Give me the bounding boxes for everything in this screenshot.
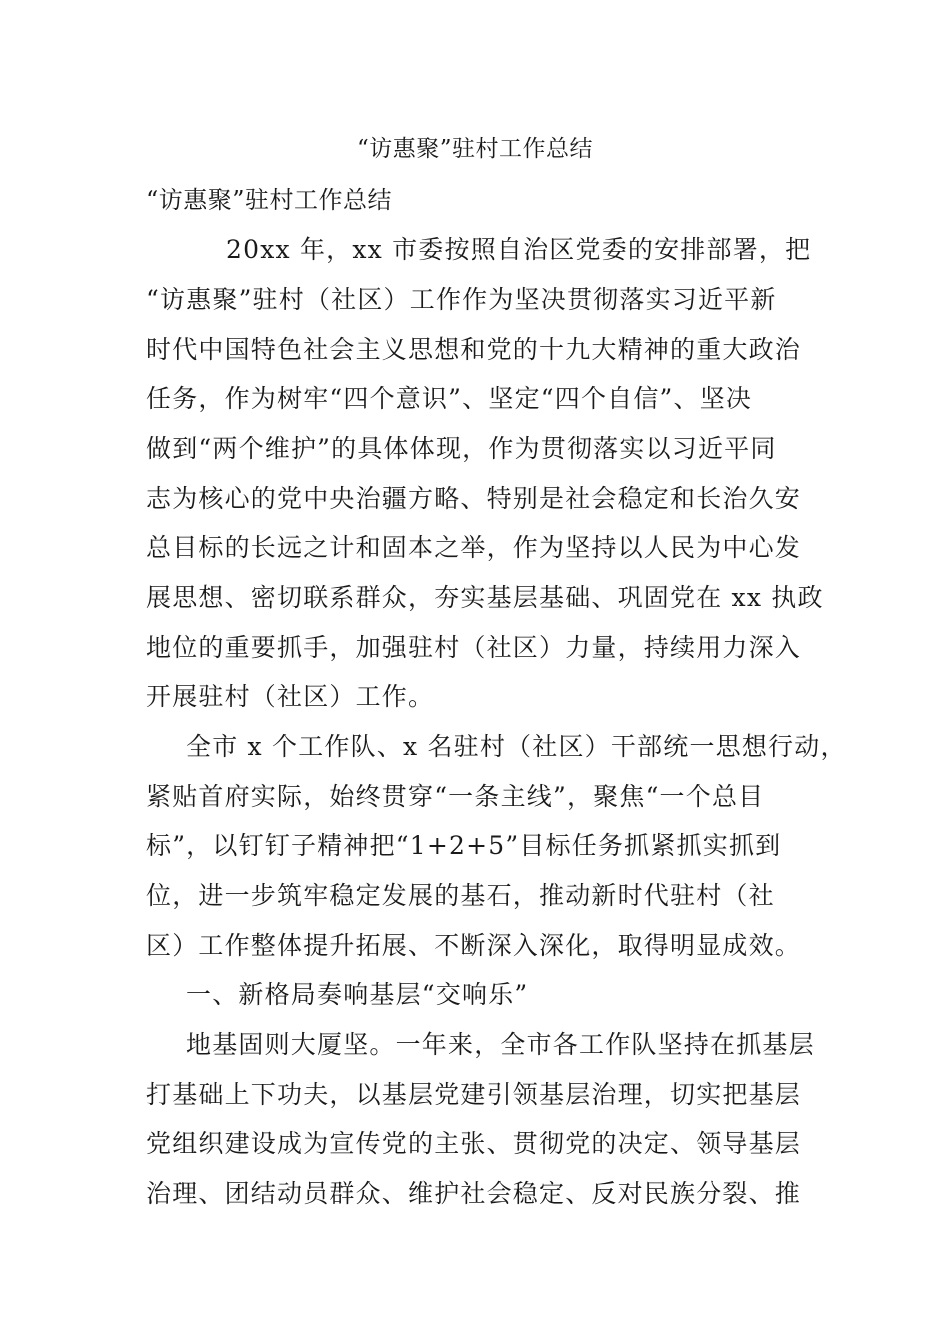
paragraph-1-line: 任务，作为树牢“四个意识”、坚定“四个自信”、坚决 <box>146 384 753 413</box>
paragraph-1-line: 地位的重要抓手，加强驻村（社区）力量，持续用力深入 <box>146 633 802 662</box>
paragraph-1-line: 做到“两个维护”的具体体现，作为贯彻落实以习近平同 <box>146 434 777 463</box>
paragraph-2-line: 全市 x 个工作队、x 名驻村（社区）干部统一思想行动， <box>186 732 847 761</box>
paragraph-1-line: 总目标的长远之计和固本之举，作为坚持以人民为中心发 <box>146 533 802 562</box>
paragraph-2-line: 位，进一步筑牢稳定发展的基石，推动新时代驻村（社 <box>146 881 775 910</box>
paragraph-1-line: 20xx 年，xx 市委按照自治区党委的安排部署，把 <box>226 235 812 264</box>
paragraph-3-line: 打基础上下功夫，以基层党建引领基层治理，切实把基层 <box>146 1080 802 1109</box>
paragraph-2-line: 紧贴首府实际，始终贯穿“一条主线”，聚焦“一个总目 <box>146 782 765 811</box>
section-heading-1: 一、新格局奏响基层“交响乐” <box>186 980 529 1009</box>
paragraph-3-line: 治理、团结动员群众、维护社会稳定、反对民族分裂、推 <box>146 1179 802 1208</box>
paragraph-3-line: 党组织建设成为宣传党的主张、贯彻党的决定、领导基层 <box>146 1129 802 1158</box>
paragraph-1-line: 开展驻村（社区）工作。 <box>146 682 435 711</box>
paragraph-2-line: 标”，以钉钉子精神把“1+2+5”目标任务抓紧抓实抓到 <box>146 831 782 860</box>
paragraph-1-line: “访惠聚”驻村（社区）工作作为坚决贯彻落实习近平新 <box>146 285 777 314</box>
paragraph-1-line: 志为核心的党中央治疆方略、特别是社会稳定和长治久安 <box>146 484 802 513</box>
document-subtitle: “访惠聚”驻村工作总结 <box>146 186 393 214</box>
document-title: “访惠聚”驻村工作总结 <box>356 136 594 162</box>
paragraph-1-line: 时代中国特色社会主义思想和党的十九大精神的重大政治 <box>146 335 802 364</box>
paragraph-1-line: 展思想、密切联系群众，夯实基层基础、巩固党在 xx 执政 <box>146 583 824 612</box>
paragraph-2-line: 区）工作整体提升拓展、不断深入深化，取得明显成效。 <box>146 931 802 960</box>
paragraph-3-line: 地基固则大厦坚。一年来，全市各工作队坚持在抓基层 <box>186 1030 815 1059</box>
